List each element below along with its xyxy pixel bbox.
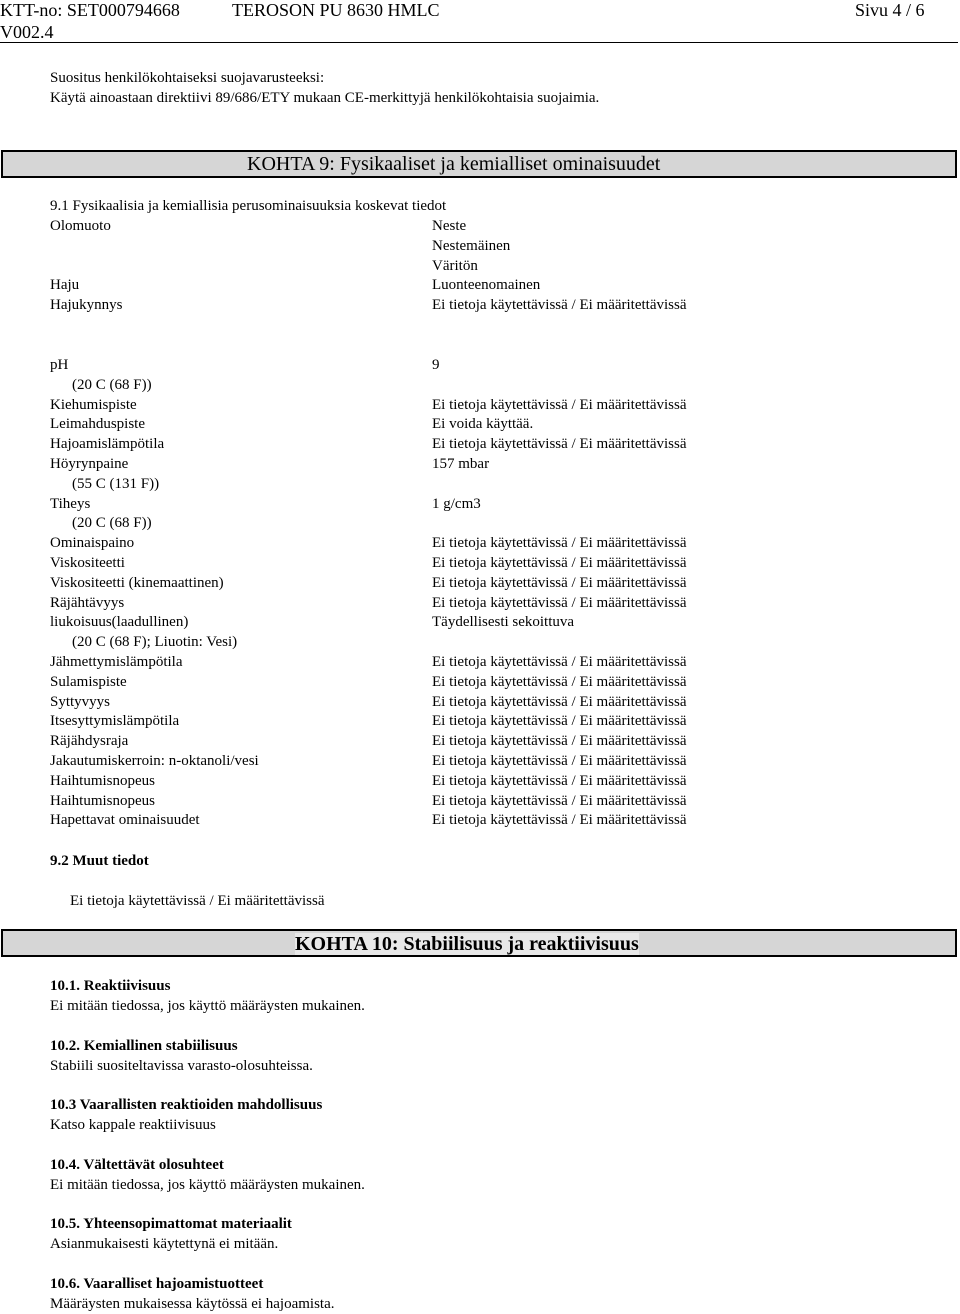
property-value: Luonteenomainen bbox=[432, 277, 541, 294]
subsection-9-2-text: Ei tietoja käytettävissä / Ei määritettävissä bbox=[70, 893, 325, 909]
section-9-heading-box bbox=[1, 150, 957, 178]
property-label: Hapettavat ominaisuudet bbox=[50, 812, 200, 829]
subsection-text: Ei mitään tiedossa, jos käyttö määräysten mukainen. bbox=[50, 998, 365, 1014]
subsection-heading: 10.3 Vaarallisten reaktioiden mahdollisuus bbox=[50, 1097, 323, 1114]
property-value: Neste bbox=[432, 218, 467, 234]
subsection-text: Stabiili suositeltavissa varasto-olosuhteissa. bbox=[50, 1057, 313, 1074]
property-value: Ei tietoja käytettävissä / Ei määritettävissä bbox=[432, 792, 687, 809]
property-label: Jakautumiskerroin: n-oktanoli/vesi bbox=[50, 753, 259, 769]
property-label: Hajoamislämpötila bbox=[50, 436, 165, 453]
section-10-heading-box bbox=[1, 929, 957, 957]
ppe-recommendation-text: Käytä ainoastaan direktiivi 89/686/ETY mukaan CE-merkittyjä henkilökohtaisia suojaimia. bbox=[50, 90, 600, 106]
property-label: Viskositeetti bbox=[50, 555, 125, 571]
property-value: 157 mbar bbox=[432, 456, 490, 472]
property-value: Ei voida käyttää. bbox=[432, 416, 534, 433]
property-value: 9 bbox=[432, 357, 440, 373]
header-product-name: TEROSON PU 8630 HMLC bbox=[232, 0, 440, 20]
property-label: Kiehumispiste bbox=[50, 396, 137, 413]
property-value: Ei tietoja käytettävissä / Ei määritettävissä bbox=[432, 812, 687, 829]
property-value: Ei tietoja käytettävissä / Ei määritettävissä bbox=[432, 297, 687, 314]
property-label: Haju bbox=[50, 277, 80, 294]
property-label: (55 C (131 F)) bbox=[72, 475, 160, 492]
property-value: Nestemäinen bbox=[432, 237, 511, 254]
property-value: Ei tietoja käytettävissä / Ei määritettävissä bbox=[432, 396, 687, 413]
subsection-text: Määräysten mukaisessa käytössä ei hajoamista. bbox=[50, 1296, 335, 1312]
subsection-text: Katso kappale reaktiivisuus bbox=[50, 1117, 216, 1134]
section-10-title: KOHTA 10: Stabiilisuus ja reaktiivisuus bbox=[295, 933, 639, 955]
property-value: 1 g/cm3 bbox=[432, 495, 481, 512]
property-label: (20 C (68 F); Liuotin: Vesi) bbox=[72, 634, 238, 651]
property-label: Leimahduspiste bbox=[50, 416, 145, 433]
header-divider bbox=[0, 42, 958, 43]
property-label: Jähmettymislämpötila bbox=[50, 654, 183, 670]
ppe-recommendation-label: Suositus henkilökohtaiseksi suojavarusteeksi: bbox=[50, 70, 325, 86]
property-value: Väritön bbox=[432, 257, 478, 274]
subsection-heading: 10.5. Yhteensopimattomat materiaalit bbox=[50, 1216, 292, 1233]
subsection-9-2-heading: 9.2 Muut tiedot bbox=[50, 853, 149, 869]
header-ktt-number: KTT-no: SET000794668 bbox=[0, 0, 180, 20]
section-9-title: KOHTA 9: Fysikaaliset ja kemialliset ominaisuudet bbox=[247, 153, 661, 175]
property-label: Syttyvyys bbox=[50, 693, 111, 710]
property-value: Ei tietoja käytettävissä / Ei määritettävissä bbox=[432, 555, 687, 571]
property-value: Ei tietoja käytettävissä / Ei määritettävissä bbox=[432, 574, 687, 591]
subsection-text: Asianmukaisesti käytettynä ei mitään. bbox=[50, 1236, 279, 1253]
property-label: Haihtumisnopeus bbox=[50, 792, 155, 809]
property-value: Ei tietoja käytettävissä / Ei määritettävissä bbox=[432, 436, 687, 453]
property-label: liukoisuus(laadullinen) bbox=[50, 614, 189, 631]
property-label: Olomuoto bbox=[50, 218, 111, 234]
subsection-heading: 10.2. Kemiallinen stabiilisuus bbox=[50, 1037, 238, 1054]
property-label: Räjähdysraja bbox=[50, 733, 129, 750]
header-version: V002.4 bbox=[0, 22, 54, 42]
property-label: Haihtumisnopeus bbox=[50, 772, 155, 789]
subsection-heading: 10.6. Vaaralliset hajoamistuotteet bbox=[50, 1276, 264, 1292]
property-value: Ei tietoja käytettävissä / Ei määritettävissä bbox=[432, 772, 687, 789]
property-value: Ei tietoja käytettävissä / Ei määritettävissä bbox=[432, 693, 687, 710]
property-value: Ei tietoja käytettävissä / Ei määritettävissä bbox=[432, 673, 687, 690]
property-label: Ominaispaino bbox=[50, 535, 135, 552]
subsection-heading: 10.4. Vältettävät olosuhteet bbox=[50, 1156, 224, 1173]
property-label: Viskositeetti (kinemaattinen) bbox=[50, 574, 224, 591]
subsection-9-1-heading: 9.1 Fysikaalisia ja kemiallisia perusominaisuuksia koskevat tiedot bbox=[50, 198, 447, 214]
property-value: Ei tietoja käytettävissä / Ei määritettävissä bbox=[432, 535, 687, 552]
property-label: Tiheys bbox=[50, 495, 91, 512]
property-label: Räjähtävyys bbox=[50, 594, 125, 611]
header-page-number: Sivu 4 / 6 bbox=[855, 0, 925, 20]
property-label: Hajukynnys bbox=[50, 297, 123, 314]
property-label: pH bbox=[50, 357, 69, 373]
property-value: Ei tietoja käytettävissä / Ei määritettävissä bbox=[432, 753, 687, 769]
property-value: Täydellisesti sekoittuva bbox=[432, 614, 575, 631]
property-label: (20 C (68 F)) bbox=[72, 376, 152, 393]
property-value: Ei tietoja käytettävissä / Ei määritettävissä bbox=[432, 594, 687, 611]
subsection-text: Ei mitään tiedossa, jos käyttö määräysten mukainen. bbox=[50, 1176, 365, 1193]
property-label: Sulamispiste bbox=[50, 673, 127, 690]
subsection-heading: 10.1. Reaktiivisuus bbox=[50, 978, 171, 994]
property-value: Ei tietoja käytettävissä / Ei määritettävissä bbox=[432, 733, 687, 750]
property-label: Itsesyttymislämpötila bbox=[50, 713, 180, 730]
property-value: Ei tietoja käytettävissä / Ei määritettävissä bbox=[432, 654, 687, 670]
property-label: (20 C (68 F)) bbox=[72, 515, 152, 532]
property-value: Ei tietoja käytettävissä / Ei määritettävissä bbox=[432, 713, 687, 730]
property-label: Höyrynpaine bbox=[50, 456, 129, 472]
